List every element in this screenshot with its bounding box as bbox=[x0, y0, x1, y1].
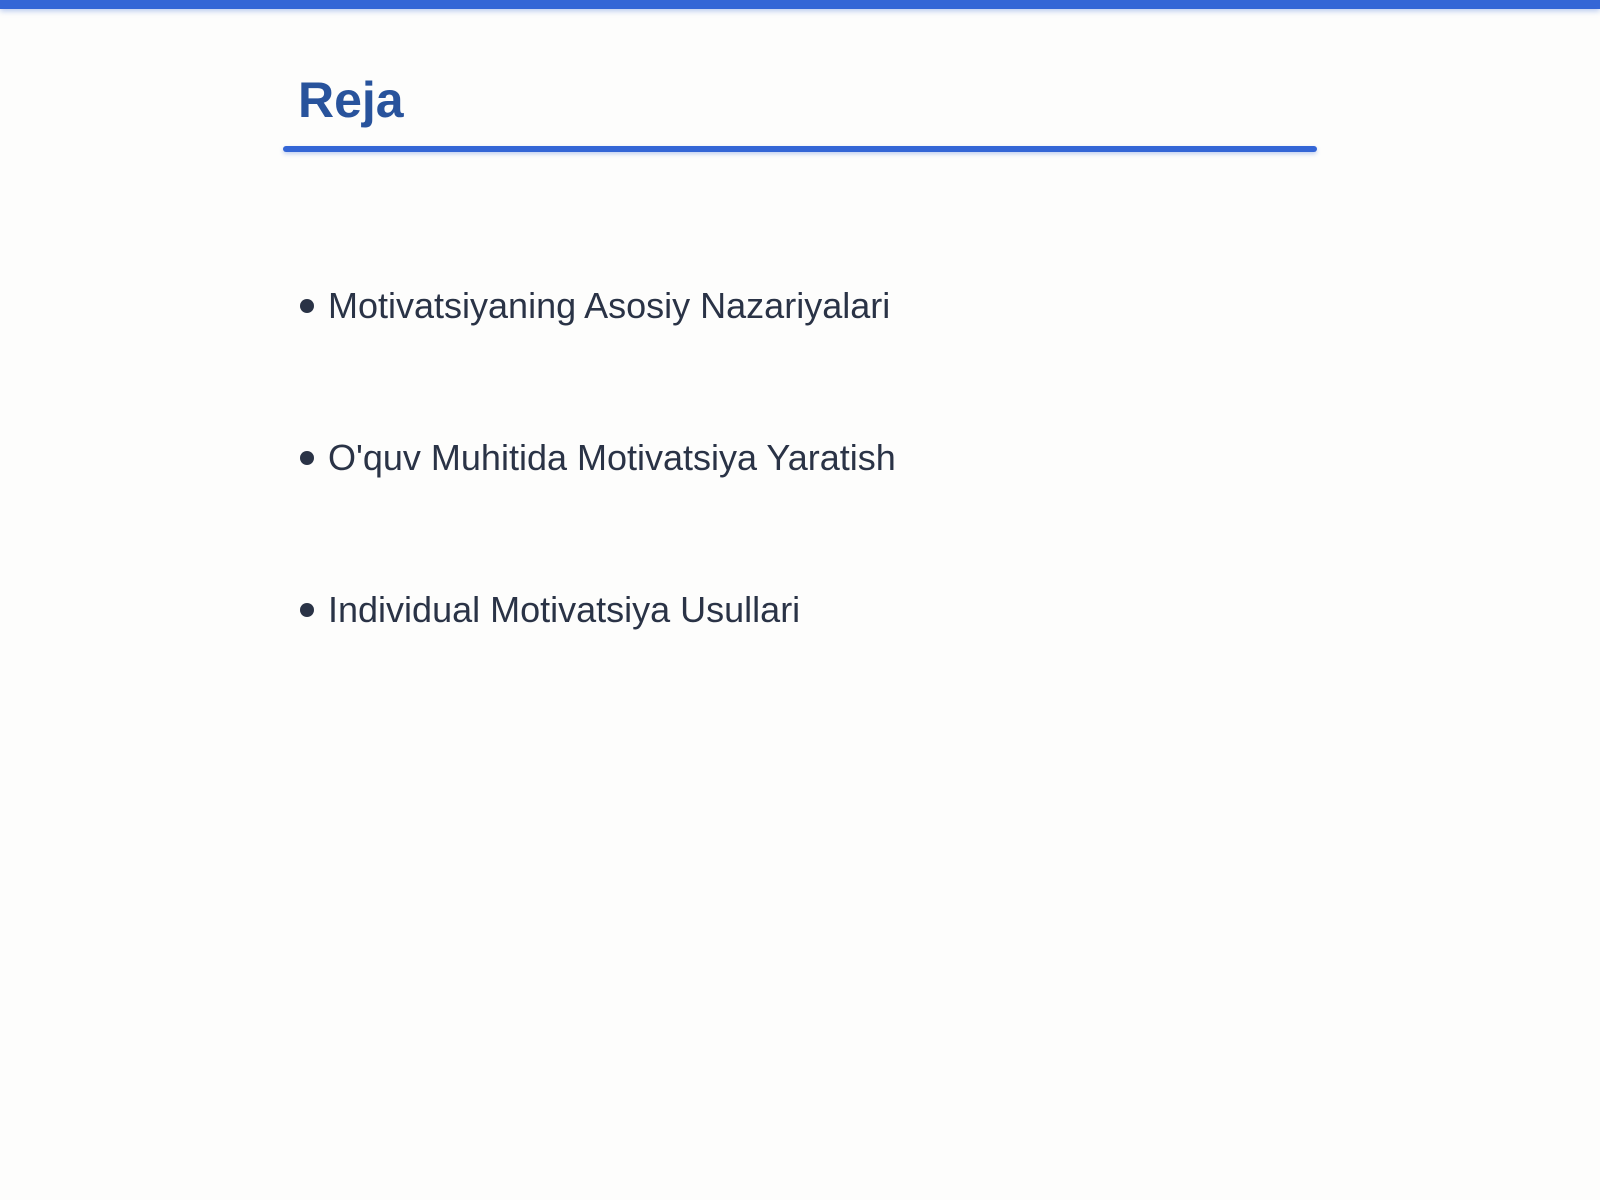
slide-title: Reja bbox=[298, 72, 404, 128]
agenda-item bbox=[300, 580, 896, 640]
top-accent-bar bbox=[0, 0, 1600, 9]
agenda-list bbox=[300, 276, 896, 732]
agenda-item bbox=[300, 428, 896, 488]
agenda-item-label: Individual Motivatsiya Usullari bbox=[328, 589, 801, 630]
agenda-item bbox=[300, 276, 896, 336]
agenda-item-label: Motivatsiyaning Asosiy Nazariyalari bbox=[328, 285, 891, 326]
bullet-icon bbox=[300, 603, 314, 617]
bullet-icon bbox=[300, 299, 314, 313]
bullet-icon bbox=[300, 451, 314, 465]
title-underline bbox=[283, 146, 1317, 152]
agenda-item-label: O'quv Muhitida Motivatsiya Yaratish bbox=[328, 437, 896, 478]
